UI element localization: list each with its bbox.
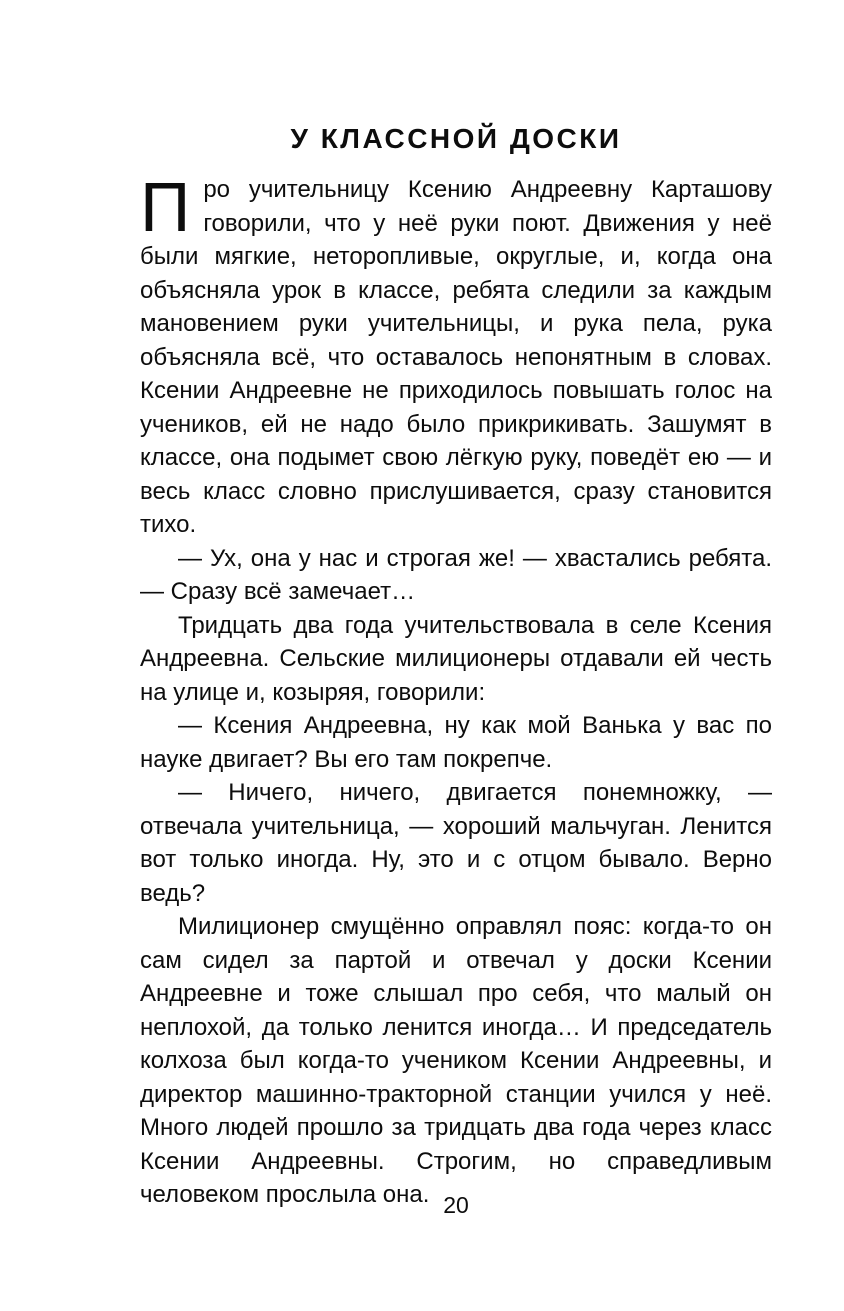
paragraph-1-text: ро учительницу Ксению Андреевну Карташову говорили, что у неё руки поют. Движения у неё были мягкие, неторопливые, округлые, и, когда она объясняла урок в классе, ребята следили за каждым мановением руки учительницы, и рука пела, рука объясняла всё, что оставалось непонятным в словах. Ксении Андреевне не приходилось повышать голос на учеников, ей не надо было прикрикивать. Зашумят в классе, она подымет свою лёгкую руку, поведёт ею — и весь класс словно прислушивается, сразу становится тихо. [140, 176, 772, 538]
paragraph-2: — Ух, она у нас и строгая же! — хвастались ребята. — Сразу всё замечает… [140, 544, 772, 605]
paragraph-3: Тридцать два года учительствовала в селе Ксения Андреевна. Сельские милиционеры отдавали ей честь на улице и, козыряя, говорили: [140, 611, 772, 706]
body-text [140, 168, 772, 1212]
paragraph-4: — Ксения Андреевна, ну как мой Ванька у вас по науке двигает? Вы его там покрепче. [140, 712, 772, 773]
paragraph-1 [140, 168, 772, 542]
drop-cap: П [140, 168, 191, 246]
paragraph-6: Милиционер смущённо оправлял пояс: когда-то он сам сидел за партой и отвечал у доски Ксении Андреевне и тоже слышал про себя, что малый он неплохой, да только ленится иногда… И председатель колхоза был когда-то учеником Ксении Андреевны, и директор машинно-тракторной станции учился у неё. Много людей прошло за тридцать два года через класс Ксении Андреевны. Строгим, но справедливым человеком прослыла она. [140, 913, 772, 1208]
paragraph-5: — Ничего, ничего, двигается понемножку, — отвечала учительница, — хороший мальчуган. Ленится вот только иногда. Ну, это и с отцом бывало. Верно ведь? [140, 779, 772, 907]
page-number: 20 [443, 1192, 469, 1218]
chapter-title: У КЛАССНОЙ ДОСКИ [290, 122, 622, 154]
